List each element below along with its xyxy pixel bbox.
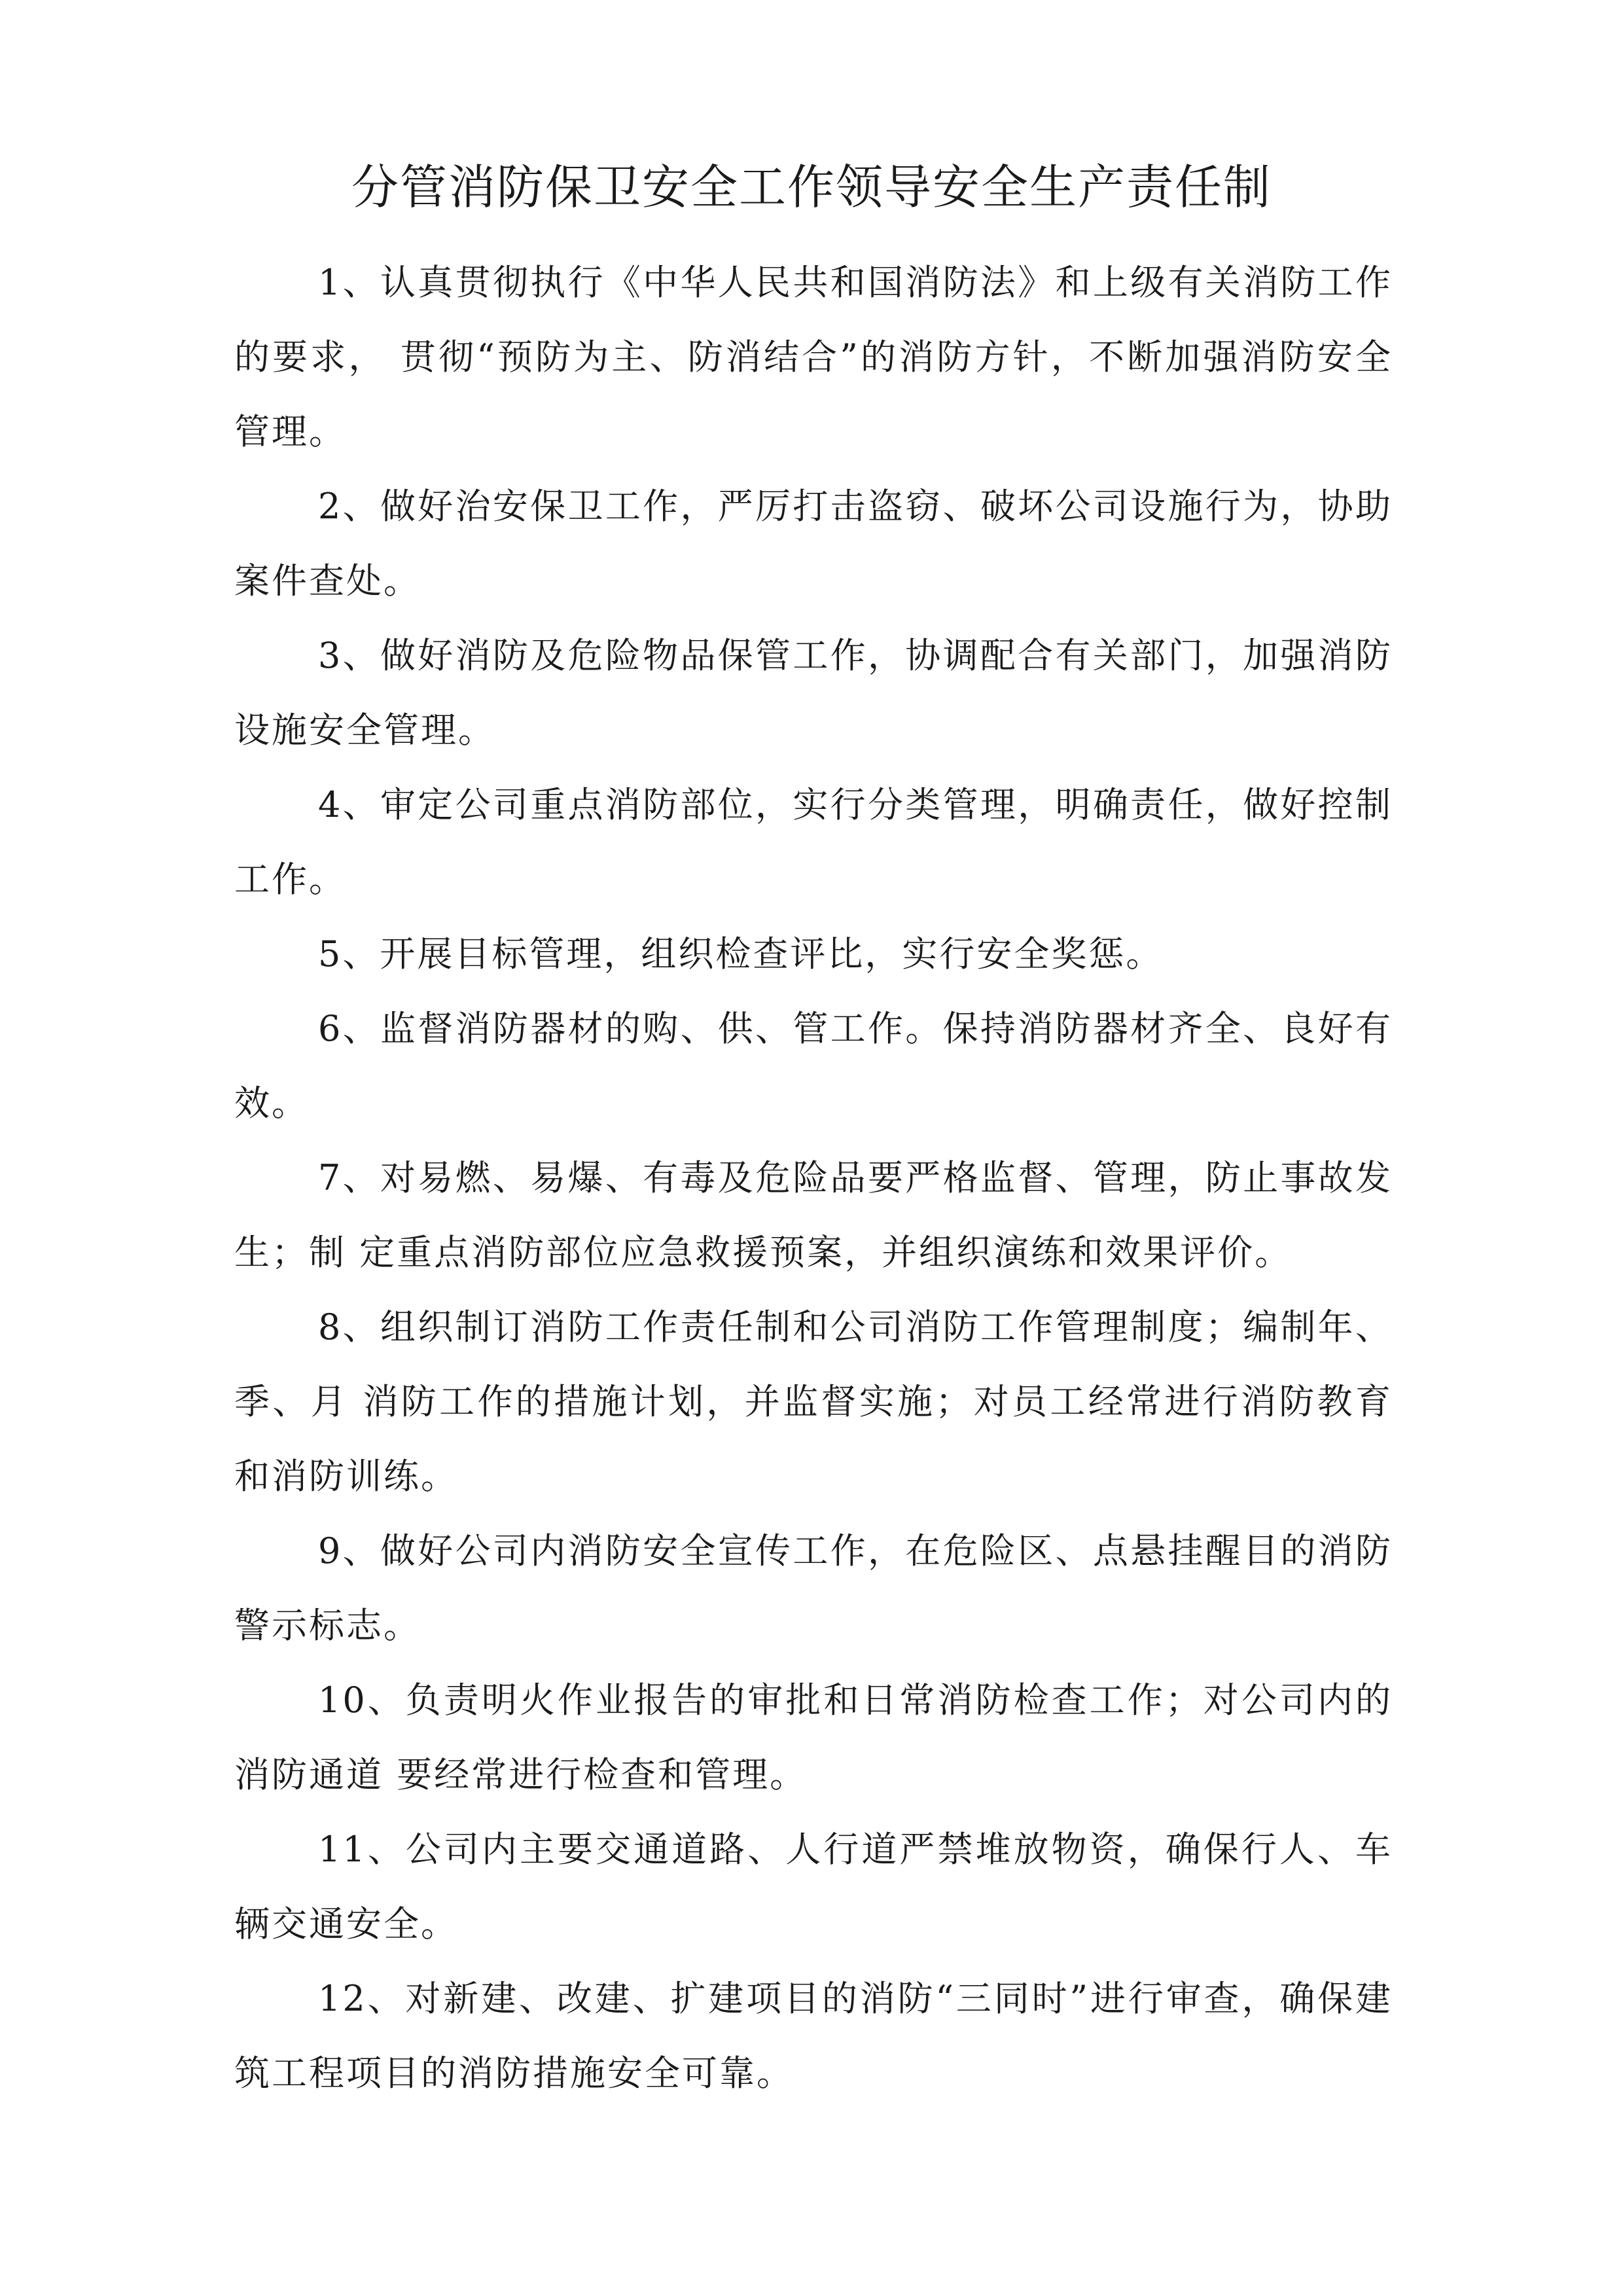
paragraph-11: 11、公司内主要交通道路、人行道严禁堆放物资，确保行人、车辆交通安全。 [234, 1829, 1393, 1945]
document-body [234, 245, 1393, 2111]
paragraph-6: 6、监督消防器材的购、供、管工作。保持消防器材齐全、良好有效。 [234, 1008, 1393, 1124]
paragraph-4: 4、审定公司重点消防部位，实行分类管理，明确责任，做好控制工作。 [234, 784, 1393, 900]
paragraph-1: 1、认真贯彻执行《中华人民共和国消防法》和上级有关消防工作的要求， 贯彻“预防为主、防消结合”的消防方针，不断加强消防安全管理。 [234, 262, 1393, 452]
paragraph-10: 10、负责明火作业报告的审批和日常消防检查工作；对公司内的消防通道 要经常进行检查和管理。 [234, 1679, 1393, 1795]
paragraph-2: 2、做好治安保卫工作，严厉打击盗窃、破坏公司设施行为，协助案件查处。 [234, 486, 1393, 601]
paragraph-7: 7、对易燃、易爆、有毒及危险品要严格监督、管理，防止事故发生；制 定重点消防部位应急救援预案，并组织演练和效果评价。 [234, 1157, 1393, 1273]
paragraph-5: 5、开展目标管理，组织检查评比，实行安全奖惩。 [318, 933, 1164, 975]
paragraph-12: 12、对新建、改建、扩建项目的消防“三同时”进行审查，确保建筑工程项目的消防措施安全可靠。 [234, 1978, 1393, 2094]
document-title: 分管消防保卫安全工作领导安全生产责任制 [351, 160, 1272, 215]
paragraph-8: 8、组织制订消防工作责任制和公司消防工作管理制度；编制年、季、月 消防工作的措施计划，并监督实施；对员工经常进行消防教育和消防训练。 [234, 1306, 1393, 1497]
paragraph-3: 3、做好消防及危险物品保管工作，协调配合有关部门，加强消防设施安全管理。 [234, 635, 1393, 751]
paragraph-9: 9、做好公司内消防安全宣传工作，在危险区、点悬挂醒目的消防警示标志。 [234, 1530, 1393, 1646]
